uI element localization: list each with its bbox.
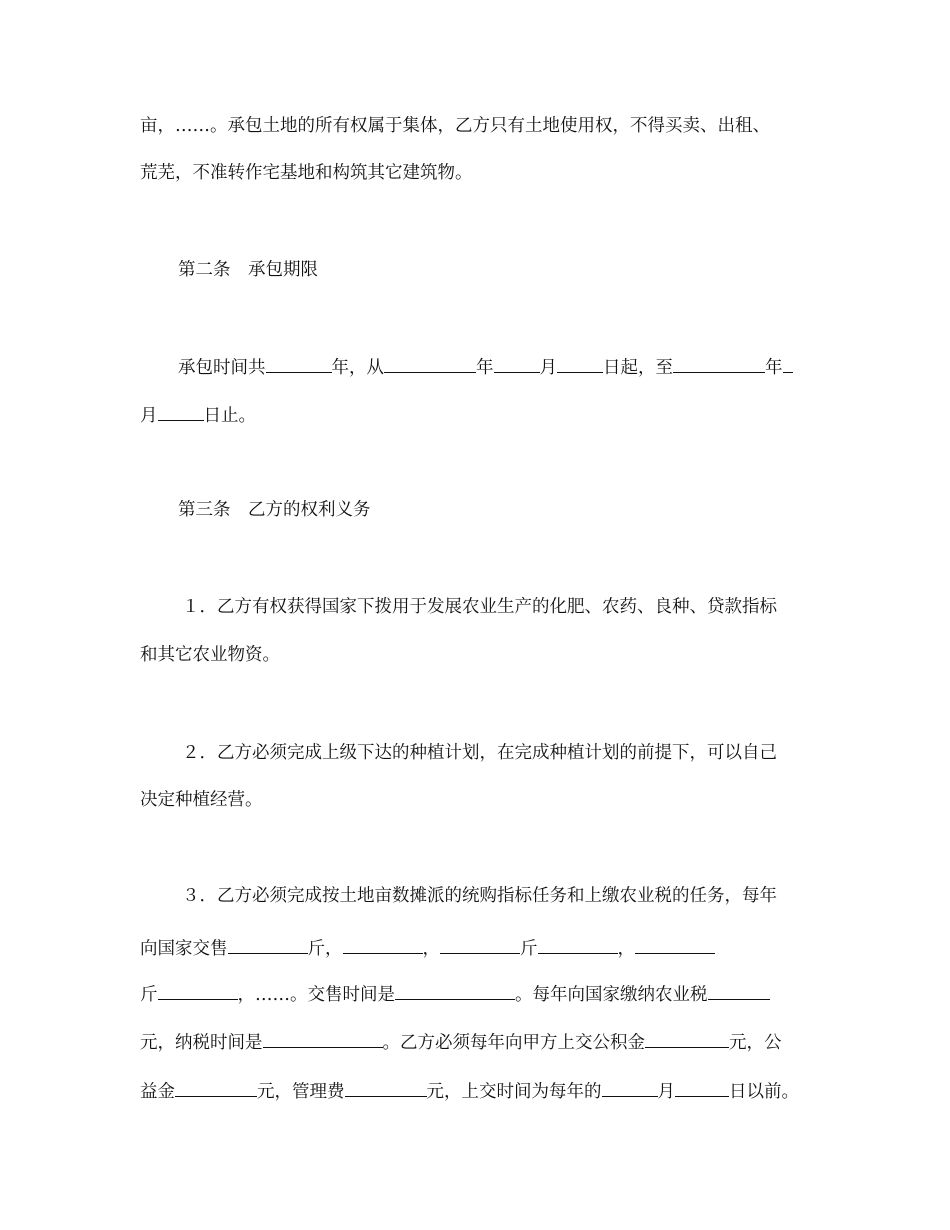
fill-blank[interactable] xyxy=(158,404,204,421)
text-fragment: 年，从 xyxy=(331,358,384,378)
text-fragment: ，……。交售时间是 xyxy=(237,985,395,1005)
text-fragment: 月 xyxy=(657,1082,675,1102)
fill-blank[interactable] xyxy=(673,356,765,373)
fill-blank[interactable] xyxy=(395,983,515,1000)
text-fragment: 益金 xyxy=(140,1082,175,1102)
text-fragment: 元，纳税时间是 xyxy=(140,1033,263,1053)
fill-blank[interactable] xyxy=(175,1080,257,1097)
fill-blank[interactable] xyxy=(158,983,238,1000)
fill-blank[interactable] xyxy=(645,1031,729,1048)
term-line-2 xyxy=(140,404,256,426)
item-3-line-5 xyxy=(140,1080,799,1102)
text-fragment: 元，管理费 xyxy=(257,1082,345,1102)
fill-blank[interactable] xyxy=(343,937,423,954)
term-line-1 xyxy=(178,356,793,378)
text-fragment: 日以前。 xyxy=(729,1082,799,1102)
fill-blank[interactable] xyxy=(783,356,793,373)
fill-blank[interactable] xyxy=(345,1080,427,1097)
fill-blank[interactable] xyxy=(266,356,332,373)
item-3-line-3 xyxy=(140,983,770,1005)
text-fragment: 承包时间共 xyxy=(178,358,266,378)
fill-blank[interactable] xyxy=(602,1080,658,1097)
text-fragment: 月 xyxy=(539,358,557,378)
fill-blank[interactable] xyxy=(708,983,770,1000)
article-2-heading: 第二条 承包期限 xyxy=(178,260,318,280)
fill-blank[interactable] xyxy=(384,356,476,373)
fill-blank[interactable] xyxy=(635,937,715,954)
fill-blank[interactable] xyxy=(538,937,618,954)
item-2-line-1: ２．乙方必须完成上级下达的种植计划，在完成种植计划的前提下，可以自己 xyxy=(182,743,777,763)
paragraph-line: 亩，……。承包土地的所有权属于集体，乙方只有土地使用权，不得买卖、出租、 xyxy=(140,116,770,136)
fill-blank[interactable] xyxy=(494,356,540,373)
paragraph-line: 荒芜，不准转作宅基地和构筑其它建筑物。 xyxy=(140,163,473,183)
text-fragment: 斤， xyxy=(307,939,343,959)
item-2-line-2: 决定种植经营。 xyxy=(140,790,263,810)
text-fragment: 元，公 xyxy=(729,1033,782,1053)
fill-blank[interactable] xyxy=(228,937,308,954)
text-fragment: 向国家交售 xyxy=(140,939,228,959)
text-fragment: 年 xyxy=(476,358,494,378)
fill-blank[interactable] xyxy=(440,937,520,954)
text-fragment: 斤 xyxy=(140,985,158,1005)
text-fragment: 年 xyxy=(765,358,783,378)
fill-blank[interactable] xyxy=(557,356,603,373)
text-fragment: 月 xyxy=(140,406,158,426)
text-fragment: ， xyxy=(422,939,440,959)
fill-blank[interactable] xyxy=(675,1080,729,1097)
text-fragment: 日止。 xyxy=(203,406,256,426)
article-3-heading: 第三条 乙方的权利义务 xyxy=(178,500,371,520)
item-3-line-2 xyxy=(140,937,715,959)
item-1-line-2: 和其它农业物资。 xyxy=(140,645,280,665)
item-3-line-1: ３．乙方必须完成按土地亩数摊派的统购指标任务和上缴农业税的任务，每年 xyxy=(182,886,777,906)
text-fragment: 日起，至 xyxy=(603,358,673,378)
item-1-line-1: １．乙方有权获得国家下拨用于发展农业生产的化肥、农药、良种、贷款指标 xyxy=(182,597,777,617)
text-fragment: 。乙方必须每年向甲方上交公积金 xyxy=(382,1033,645,1053)
text-fragment: 。每年向国家缴纳农业税 xyxy=(515,985,708,1005)
text-fragment: 元，上交时间为每年的 xyxy=(426,1082,602,1102)
text-fragment: 斤 xyxy=(520,939,538,959)
text-fragment: ， xyxy=(617,939,635,959)
item-3-line-4 xyxy=(140,1031,782,1053)
fill-blank[interactable] xyxy=(263,1031,383,1048)
